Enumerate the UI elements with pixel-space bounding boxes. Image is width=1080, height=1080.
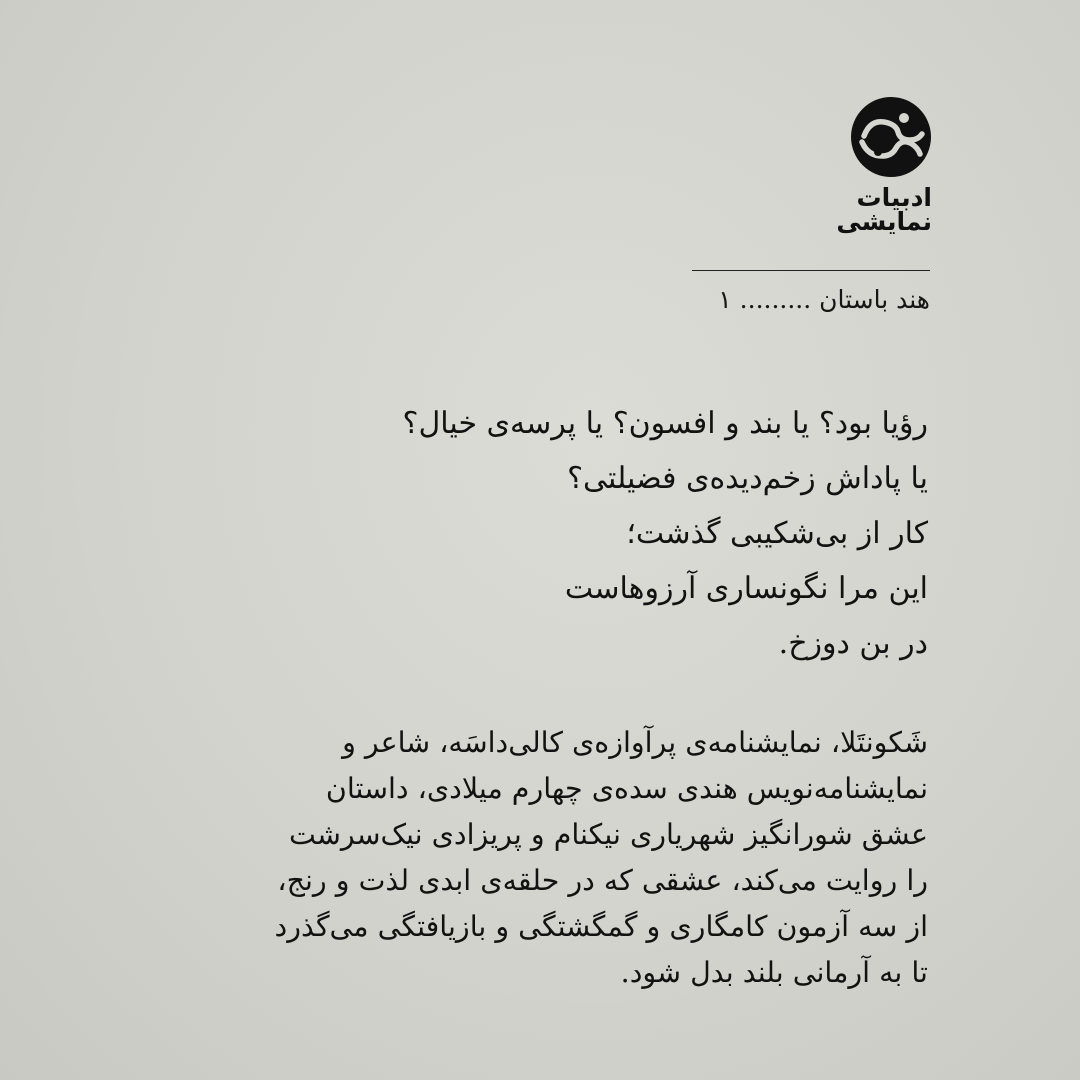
description-line: شَکونتَلا، نمایشنامه‌ی پرآوازه‌ی کالی‌داسَه، شاعر و [342,726,928,759]
publisher-logo-icon [850,96,932,178]
description-line: نمایشنامه‌نویس هندی سده‌ی چهارم میلادی، داستان [325,772,928,805]
divider-line [692,270,930,271]
description-line: عشق شورانگیز شهریاری نیکنام و پریزادی نیک‌سرشت [289,818,928,851]
poem-line: در بن دوزخ. [778,626,928,661]
publisher-name-line1: ادبیات [856,183,932,212]
description-line: تا به آرمانی بلند بدل شود. [620,956,928,989]
series-label: هند باستان ......... ۱ [718,285,930,314]
poem-line: کار از بی‌شکیبی گذشت؛ [626,516,928,551]
publisher-name-line2: نمایشی [836,207,932,236]
poem [228,396,928,671]
publisher-logo [836,96,936,246]
poem-line: رؤیا بود؟ یا بند و افسون؟ یا پرسه‌ی خیال؟ [402,406,928,441]
description-line: از سه آزمون کامگاری و گمگشتگی و بازیافتگی می‌گذرد [274,910,928,943]
poem-line: این مرا نگونساری آرزوهاست [564,571,928,606]
description-line: را روایت می‌کند، عشقی که در حلقه‌ی ابدی لذت و رنج، [277,864,928,897]
poem-line: یا پاداش زخم‌دیده‌ی فضیلتی؟ [567,461,928,496]
book-description [208,720,928,996]
